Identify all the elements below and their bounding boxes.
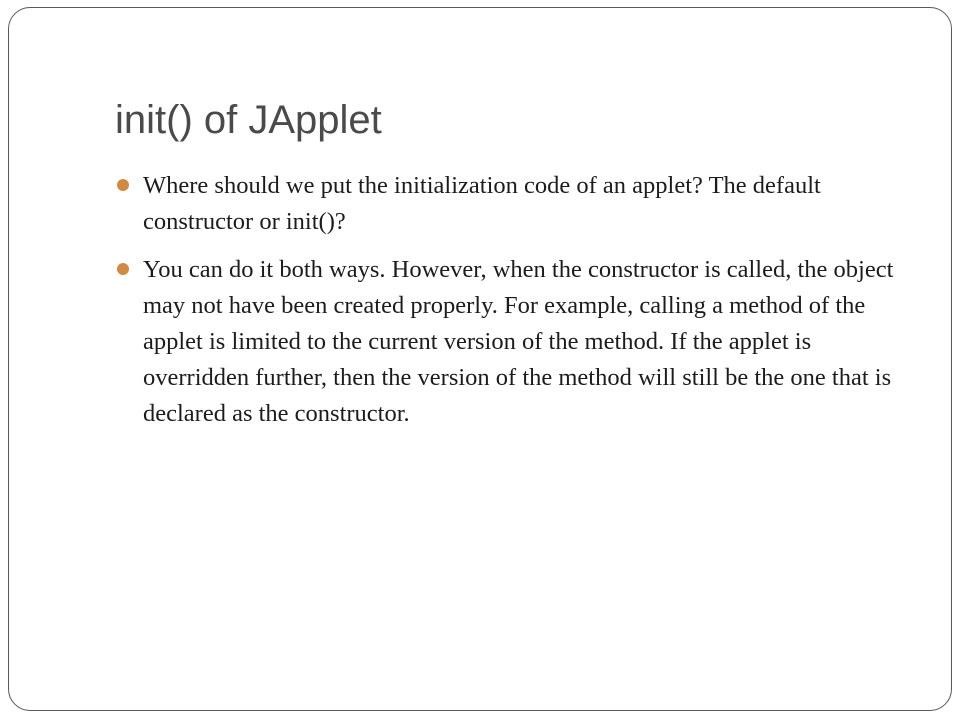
slide — [8, 7, 952, 711]
bullet-list — [143, 168, 903, 432]
bullet-item — [143, 252, 903, 432]
slide-title: init() of JApplet — [115, 98, 382, 142]
bullet-dot-icon — [117, 179, 129, 191]
bullet-item — [143, 168, 903, 240]
bullet-text: You can do it both ways. However, when the constructor is called, the object may not have been created properly. For example, calling a method of the applet is limited to the current version of the method. If the applet is overridden further, then the version of the method will still be the one that is declared as the constructor. — [143, 256, 894, 427]
bullet-dot-icon — [117, 263, 129, 275]
bullet-text: Where should we put the initialization code of an applet? The default constructor or init()? — [143, 172, 821, 235]
